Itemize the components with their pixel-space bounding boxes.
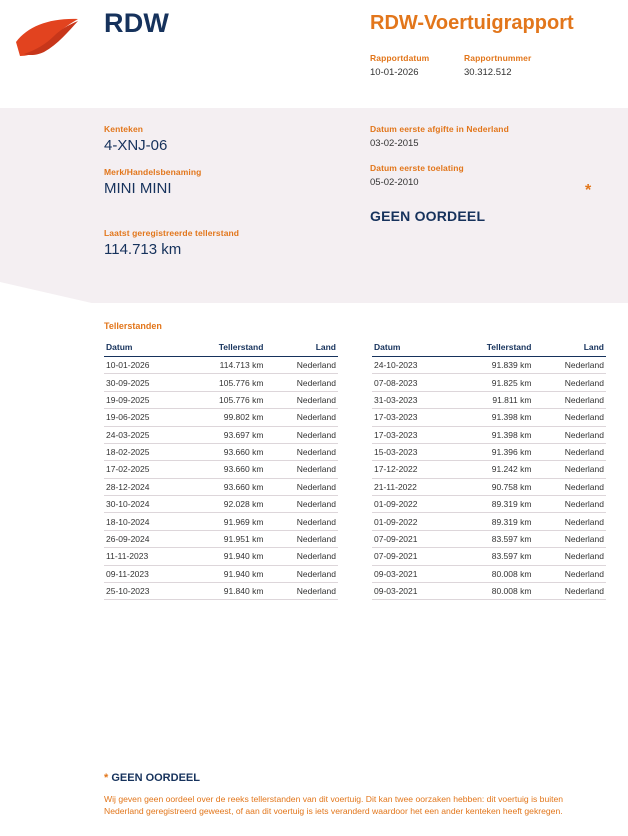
footnote-asterisk: * — [104, 772, 109, 784]
footnote-title — [104, 772, 584, 784]
odometer-readings-table-left — [104, 339, 338, 600]
summary-left-column — [104, 124, 354, 210]
table-row — [104, 548, 338, 565]
meta-rapportdatum-value: 10-01-2026 — [370, 67, 419, 78]
cell-tellerstand: 91.398 km — [452, 409, 534, 426]
rdw-flame-logo-icon — [14, 16, 92, 62]
tables-section-title: Tellerstanden — [104, 321, 162, 331]
cell-land: Nederland — [533, 391, 606, 408]
table-row — [104, 409, 338, 426]
table-row — [372, 409, 606, 426]
cell-datum: 07-09-2021 — [372, 548, 452, 565]
cell-tellerstand: 91.242 km — [452, 461, 534, 478]
report-meta — [370, 53, 546, 78]
table-body-left — [104, 357, 338, 600]
meta-rapportdatum-label: Rapportdatum — [370, 53, 430, 63]
cell-datum: 24-03-2025 — [104, 426, 184, 443]
cell-datum: 31-03-2023 — [372, 391, 452, 408]
cell-tellerstand: 91.940 km — [184, 565, 266, 582]
cell-land: Nederland — [265, 443, 338, 460]
cell-land: Nederland — [265, 565, 338, 582]
cell-datum: 17-03-2023 — [372, 426, 452, 443]
table-row — [104, 426, 338, 443]
cell-tellerstand: 80.008 km — [452, 565, 534, 582]
footnote-text: Wij geven geen oordeel over de reeks tellerstanden van dit voertuig. Dit kan twee oorzaken hebben: dit voertuig is buiten Nederland geregistreerd geweest, of aan dit voertuig is iets veranderd waardoor het een ander kenteken heeft gekregen. — [104, 794, 564, 817]
brand-title: RDW — [104, 8, 170, 38]
cell-datum: 18-10-2024 — [104, 513, 184, 530]
summary-band — [0, 108, 628, 303]
table-header-row — [372, 339, 606, 357]
cell-land: Nederland — [533, 461, 606, 478]
cell-datum: 28-12-2024 — [104, 478, 184, 495]
column-header-datum: Datum — [372, 339, 452, 357]
footnote-title-text: GEEN OORDEEL — [111, 772, 200, 784]
cell-datum: 24-10-2023 — [372, 357, 452, 374]
odometer-table-right — [372, 339, 606, 600]
report-header — [0, 0, 628, 108]
cell-land: Nederland — [533, 496, 606, 513]
column-header-tellerstand: Tellerstand — [184, 339, 266, 357]
kenteken-label: Kenteken — [104, 124, 144, 134]
cell-land: Nederland — [533, 409, 606, 426]
eerste-toelating-value: 05-02-2010 — [370, 177, 419, 188]
odometer-label: Laatst geregistreerde tellerstand — [104, 228, 240, 238]
table-body-right — [372, 357, 606, 600]
table-row — [104, 357, 338, 374]
cell-tellerstand: 91.839 km — [452, 357, 534, 374]
cell-datum: 09-11-2023 — [104, 565, 184, 582]
eerste-afgifte-value: 03-02-2015 — [370, 138, 419, 149]
cell-tellerstand: 91.840 km — [184, 582, 266, 599]
cell-datum: 17-12-2022 — [372, 461, 452, 478]
report-title: RDW-Voertuigrapport — [370, 12, 574, 34]
merk-value: MINI MINI — [104, 180, 172, 197]
table-row — [372, 582, 606, 599]
cell-tellerstand: 93.660 km — [184, 443, 266, 460]
cell-tellerstand: 90.758 km — [452, 478, 534, 495]
table-row — [372, 513, 606, 530]
table-row — [104, 565, 338, 582]
cell-land: Nederland — [265, 582, 338, 599]
table-row — [372, 530, 606, 547]
column-header-land: Land — [265, 339, 338, 357]
eerste-toelating-label: Datum eerste toelating — [370, 163, 464, 173]
cell-datum: 17-03-2023 — [372, 409, 452, 426]
table-row — [104, 582, 338, 599]
cell-datum: 10-01-2026 — [104, 357, 184, 374]
cell-datum: 30-10-2024 — [104, 496, 184, 513]
table-row — [372, 548, 606, 565]
cell-tellerstand: 93.660 km — [184, 478, 266, 495]
table-row — [372, 478, 606, 495]
cell-datum: 19-06-2025 — [104, 409, 184, 426]
cell-datum: 15-03-2023 — [372, 443, 452, 460]
cell-tellerstand: 105.776 km — [184, 391, 266, 408]
cell-datum: 17-02-2025 — [104, 461, 184, 478]
cell-tellerstand: 83.597 km — [452, 548, 534, 565]
cell-tellerstand: 92.028 km — [184, 496, 266, 513]
cell-land: Nederland — [533, 530, 606, 547]
cell-tellerstand: 91.825 km — [452, 374, 534, 391]
cell-tellerstand: 80.008 km — [452, 582, 534, 599]
cell-datum: 18-02-2025 — [104, 443, 184, 460]
cell-tellerstand: 89.319 km — [452, 513, 534, 530]
cell-tellerstand: 105.776 km — [184, 374, 266, 391]
cell-land: Nederland — [265, 409, 338, 426]
eerste-afgifte-label: Datum eerste afgifte in Nederland — [370, 124, 509, 134]
table-row — [372, 357, 606, 374]
cell-tellerstand: 91.969 km — [184, 513, 266, 530]
cell-tellerstand: 83.597 km — [452, 530, 534, 547]
cell-land: Nederland — [265, 357, 338, 374]
cell-tellerstand: 91.811 km — [452, 391, 534, 408]
cell-datum: 19-09-2025 — [104, 391, 184, 408]
kenteken-value: 4-XNJ-06 — [104, 137, 168, 154]
footnote-block — [104, 772, 584, 818]
cell-land: Nederland — [265, 374, 338, 391]
column-header-datum: Datum — [104, 339, 184, 357]
cell-datum: 09-03-2021 — [372, 582, 452, 599]
table-row — [104, 478, 338, 495]
cell-datum: 26-09-2024 — [104, 530, 184, 547]
odometer-readings-table-right — [372, 339, 606, 600]
cell-datum: 30-09-2025 — [104, 374, 184, 391]
table-row — [372, 374, 606, 391]
meta-rapportdatum — [370, 53, 452, 78]
cell-land: Nederland — [533, 374, 606, 391]
cell-tellerstand: 114.713 km — [184, 357, 266, 374]
cell-tellerstand: 91.951 km — [184, 530, 266, 547]
cell-land: Nederland — [533, 443, 606, 460]
table-row — [104, 461, 338, 478]
table-row — [372, 443, 606, 460]
cell-land: Nederland — [265, 478, 338, 495]
cell-tellerstand: 93.660 km — [184, 461, 266, 478]
table-row — [104, 443, 338, 460]
merk-label: Merk/Handelsbenaming — [104, 167, 202, 177]
cell-land: Nederland — [265, 548, 338, 565]
verdict-text: GEEN OORDEEL — [370, 208, 486, 224]
cell-land: Nederland — [265, 530, 338, 547]
cell-land: Nederland — [533, 513, 606, 530]
verdict-asterisk: * — [585, 182, 592, 199]
cell-datum: 25-10-2023 — [104, 582, 184, 599]
cell-land: Nederland — [533, 357, 606, 374]
cell-datum: 09-03-2021 — [372, 565, 452, 582]
cell-tellerstand: 91.398 km — [452, 426, 534, 443]
meta-rapportnummer — [464, 53, 546, 78]
table-row — [104, 391, 338, 408]
odometer-block — [104, 228, 354, 271]
cell-land: Nederland — [265, 461, 338, 478]
table-row — [372, 426, 606, 443]
cell-land: Nederland — [533, 426, 606, 443]
table-row — [104, 530, 338, 547]
table-row — [372, 565, 606, 582]
table-row — [372, 391, 606, 408]
cell-datum: 01-09-2022 — [372, 513, 452, 530]
cell-land: Nederland — [533, 548, 606, 565]
cell-tellerstand: 91.940 km — [184, 548, 266, 565]
cell-tellerstand: 89.319 km — [452, 496, 534, 513]
cell-land: Nederland — [265, 426, 338, 443]
cell-land: Nederland — [533, 565, 606, 582]
table-row — [104, 496, 338, 513]
cell-tellerstand: 93.697 km — [184, 426, 266, 443]
table-row — [104, 513, 338, 530]
table-row — [372, 496, 606, 513]
column-header-tellerstand: Tellerstand — [452, 339, 534, 357]
cell-datum: 07-09-2021 — [372, 530, 452, 547]
summary-right-column — [370, 124, 600, 224]
cell-tellerstand: 91.396 km — [452, 443, 534, 460]
meta-rapportnummer-label: Rapportnummer — [464, 53, 532, 63]
odometer-value: 114.713 km — [104, 241, 182, 258]
cell-land: Nederland — [533, 582, 606, 599]
cell-tellerstand: 99.802 km — [184, 409, 266, 426]
cell-datum: 01-09-2022 — [372, 496, 452, 513]
table-header-row — [104, 339, 338, 357]
cell-land: Nederland — [265, 513, 338, 530]
cell-land: Nederland — [265, 391, 338, 408]
table-row — [104, 374, 338, 391]
odometer-table-left — [104, 339, 338, 600]
cell-datum: 21-11-2022 — [372, 478, 452, 495]
cell-land: Nederland — [265, 496, 338, 513]
table-row — [372, 461, 606, 478]
cell-datum: 07-08-2023 — [372, 374, 452, 391]
cell-datum: 11-11-2023 — [104, 548, 184, 565]
column-header-land: Land — [533, 339, 606, 357]
meta-rapportnummer-value: 30.312.512 — [464, 67, 512, 78]
cell-land: Nederland — [533, 478, 606, 495]
